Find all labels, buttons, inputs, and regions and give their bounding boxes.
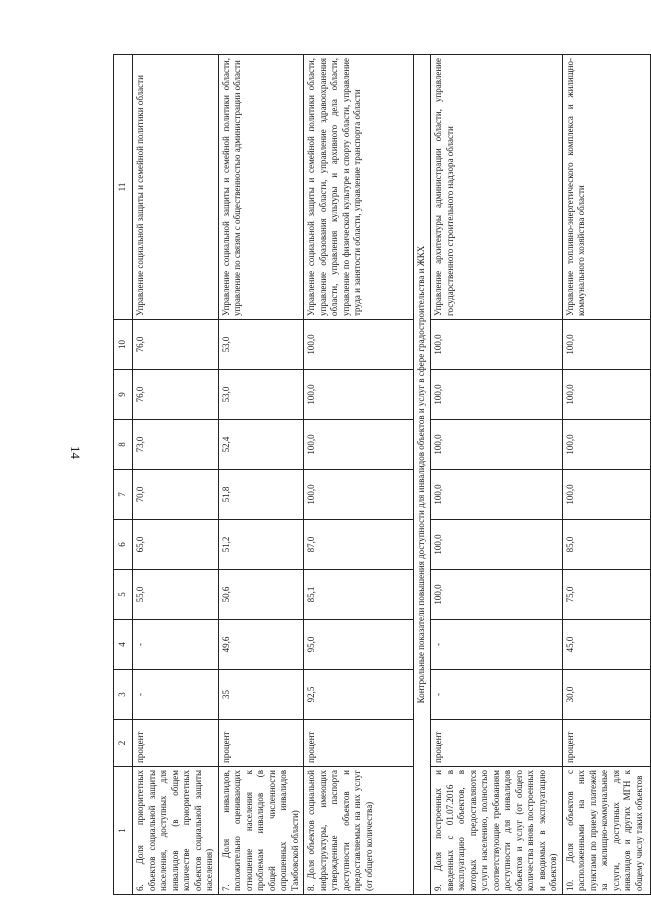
section-title: Контрольные показатели повышения доступности для инвалидов объектов и услуг в сфере градостроительства и ЖКХ (414, 55, 431, 895)
indicator-value: 100,0 (431, 370, 563, 420)
indicator-name: 8. Доля объектов социальной инфраструктуры, имеющих утвержденные паспорта доступности объектов и предоставляемых на них услуг (от общего количества) (304, 767, 414, 895)
indicator-value: 100,0 (562, 470, 650, 520)
indicator-value: 52,4 (218, 420, 304, 470)
page-number: 14 (68, 446, 83, 459)
table-row (218, 55, 304, 895)
indicator-value: 100,0 (304, 320, 414, 370)
indicator-name: 9. Доля построенных и введенных с 01.07.2016 в эксплуатацию объектов, в которых предоставляются услуги населению, полностью соответствующие требованиям доступности для инвалидов объектов и услуг (от общего количества вновь построенных и вводимых в эксплуатацию объектов) (431, 767, 563, 895)
indicator-value: 70,0 (133, 470, 219, 520)
indicator-value: 53,0 (218, 320, 304, 370)
column-header: 5 (114, 570, 133, 620)
indicator-value: 100,0 (431, 470, 563, 520)
table-row (562, 55, 650, 895)
indicator-value: 92,5 (304, 670, 414, 720)
indicator-value: 100,0 (431, 570, 563, 620)
indicator-value: 87,0 (304, 520, 414, 570)
indicator-value: 100,0 (431, 320, 563, 370)
indicator-value: 65,0 (133, 520, 219, 570)
indicator-value: 100,0 (431, 420, 563, 470)
indicator-value: 100,0 (304, 470, 414, 520)
indicator-value: 35 (218, 670, 304, 720)
indicator-value: 85,0 (562, 520, 650, 570)
column-header: 9 (114, 370, 133, 420)
indicator-value: - (431, 620, 563, 670)
column-header: 8 (114, 420, 133, 470)
indicator-name: 10. Доля объектов с расположенными на них пунктами по приему платежей за жилищно-коммунальные услуги, доступных для инвалидов и других МГН к общему числу таких объектов (562, 767, 650, 895)
header-row (114, 55, 133, 895)
indicator-value: 51,2 (218, 520, 304, 570)
section-row (414, 55, 431, 895)
indicator-name: 6. Доля приоритетных объектов социальной защиты населения, доступных для инвалидов (в общем количестве приоритетных объектов социальной защиты населения) (133, 767, 219, 895)
indicator-unit: процент (562, 720, 650, 767)
indicator-value: 100,0 (304, 370, 414, 420)
responsible-body: Управление социальной защиты и семейной политики области, управление по связям с общественностью администрации области (218, 55, 304, 320)
indicator-unit: процент (133, 720, 219, 767)
indicator-value: 55,0 (133, 570, 219, 620)
indicator-value: 73,0 (133, 420, 219, 470)
indicator-value: 75,0 (562, 570, 650, 620)
table-row (133, 55, 219, 895)
column-header: 1 (114, 767, 133, 895)
indicator-value: - (133, 670, 219, 720)
indicator-value: 50,6 (218, 570, 304, 620)
indicator-value: 100,0 (562, 320, 650, 370)
column-header: 4 (114, 620, 133, 670)
responsible-body: Управление топливно-энергетического комплекса и жилищно-коммунального хозяйства области (562, 55, 650, 320)
responsible-body: Управление социальной защиты и семейной политики области, управление образования области, управление здравоохранения области, управления культуры и архивного дела области, управление по физической культуре и спорту области, управление труда и занятости области, управление транспорта области (304, 55, 414, 320)
column-header: 2 (114, 720, 133, 767)
responsible-body: Управление архитектуры администрации области, управление государственного строительного надзора области (431, 55, 563, 320)
indicator-value: 76,0 (133, 320, 219, 370)
column-header: 7 (114, 470, 133, 520)
indicator-value: 51,8 (218, 470, 304, 520)
table-row (304, 55, 414, 895)
indicator-value: 30,0 (562, 670, 650, 720)
rotated-page (113, 55, 644, 895)
indicator-value: 49,6 (218, 620, 304, 670)
column-header: 3 (114, 670, 133, 720)
indicator-value: 100,0 (431, 520, 563, 570)
indicator-value: 45,0 (562, 620, 650, 670)
indicator-value: - (133, 620, 219, 670)
indicator-value: 100,0 (562, 420, 650, 470)
indicator-value: 76,0 (133, 370, 219, 420)
indicator-value: - (431, 670, 563, 720)
column-header: 6 (114, 520, 133, 570)
indicator-unit: процент (304, 720, 414, 767)
indicator-unit: процент (218, 720, 304, 767)
indicator-name: 7. Доля инвалидов, положительно оценивающих отношение населения к проблемам инвалидов (в общей численности опрошенных инвалидов Тамбовской области) (218, 767, 304, 895)
indicator-value: 100,0 (562, 370, 650, 420)
indicator-value: 100,0 (304, 420, 414, 470)
table-row (431, 55, 563, 895)
indicators-table (113, 54, 651, 895)
indicator-value: 95,0 (304, 620, 414, 670)
indicator-value: 53,0 (218, 370, 304, 420)
column-header: 10 (114, 320, 133, 370)
column-header: 11 (114, 55, 133, 320)
indicator-value: 85,1 (304, 570, 414, 620)
indicator-unit: процент (431, 720, 563, 767)
responsible-body: Управление социальной защиты и семейной политики области (133, 55, 219, 320)
